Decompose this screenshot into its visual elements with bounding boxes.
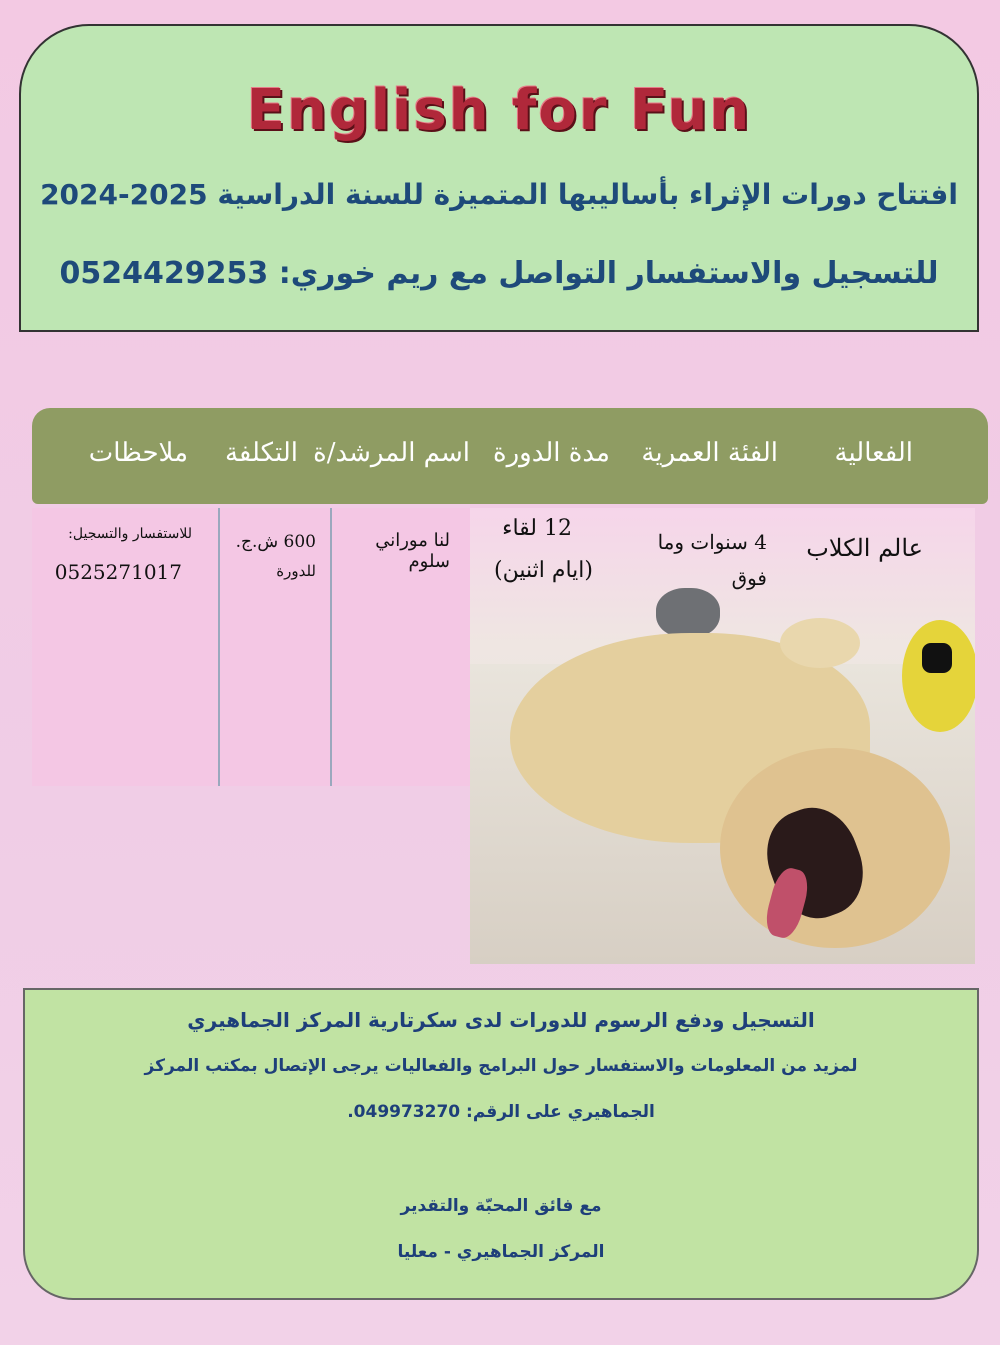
table-header [32, 408, 988, 504]
registration-contact: للتسجيل والاستفسار التواصل مع ريم خوري: 0524429253 [59, 256, 939, 291]
column-notes: ملاحظات [88, 438, 188, 468]
footer-info: لمزيد من المعلومات والاستفسار حول البرامج والفعاليات يرجى الإتصال بمكتب المركز [144, 1056, 858, 1076]
age-group-line1: 4 سنوات وما [657, 530, 767, 554]
cost-unit: للدورة [276, 562, 316, 580]
footer-box [23, 988, 979, 1300]
column-duration: مدة الدورة [493, 438, 610, 468]
soccer-ball [902, 620, 975, 732]
notes-label: للاستفسار والتسجيل: [68, 526, 192, 542]
brush [656, 588, 720, 638]
ball-pattern [922, 643, 952, 673]
footer-regards: مع فائق المحبّة والتقدير [400, 1196, 602, 1216]
duration-line1: 12 لقاء [502, 516, 572, 541]
header-box [19, 24, 979, 332]
cost-amount: 600 ش.ج. [235, 532, 316, 552]
instructor-name: لنا موراني سلوم [375, 530, 450, 572]
column-cost: التكلفة [224, 438, 298, 468]
cell-instructor [330, 508, 470, 786]
activity-name: عالم الكلاب [806, 534, 923, 562]
column-instructor: اسم المرشد/ة [313, 438, 470, 468]
cell-notes [32, 508, 218, 786]
footer-registration: التسجيل ودفع الرسوم للدورات لدى سكرتارية المركز الجماهيري [187, 1008, 815, 1032]
notes-phone: 0525271017 [54, 560, 182, 584]
footer-signature: المركز الجماهيري - معليا [397, 1242, 605, 1262]
age-group-line2: فوق [731, 566, 767, 590]
page-title: English for Fun [246, 78, 752, 143]
column-activity: الفعالية [834, 438, 913, 468]
duration-line2: (ايام اثنين) [494, 558, 593, 583]
dog-photo [470, 508, 975, 964]
cell-cost [218, 508, 330, 786]
footer-phone: الجماهيري على الرقم: 049973270. [347, 1102, 655, 1122]
column-age-group: الفئة العمرية [641, 438, 778, 468]
dog-paw [780, 618, 860, 668]
courses-announcement: افتتاح دورات الإثراء بأساليبها المتميزة للسنة الدراسية 2025-2024 [40, 178, 958, 211]
